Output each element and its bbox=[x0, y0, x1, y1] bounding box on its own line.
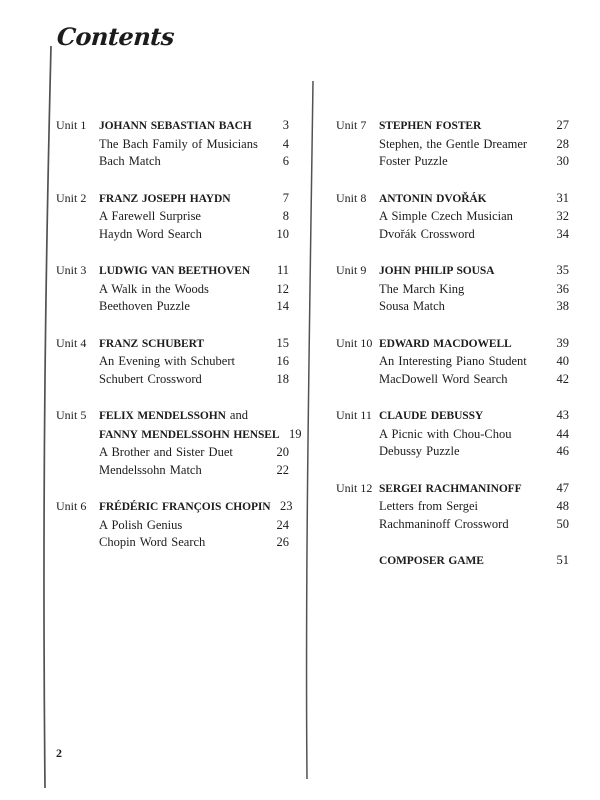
page-number-ref: 4 bbox=[282, 136, 289, 151]
unit-number-label: Unit 5 bbox=[56, 408, 87, 422]
page-number-ref: 10 bbox=[276, 226, 289, 241]
toc-unit-block bbox=[336, 552, 569, 571]
unit-heading-text bbox=[379, 190, 547, 209]
toc-item-row bbox=[56, 517, 289, 535]
toc-item-row bbox=[56, 353, 289, 371]
toc-column-left bbox=[56, 117, 302, 571]
activity-title: A Brother and Sister Duet bbox=[99, 445, 233, 459]
toc-item-row bbox=[336, 443, 569, 461]
toc-item-row bbox=[336, 136, 569, 154]
activity-title: Mendelssohn Match bbox=[99, 462, 202, 477]
composer-name: STEPHEN FOSTER bbox=[379, 120, 482, 132]
activity-title: The March King bbox=[379, 281, 465, 296]
composer-name: LUDWIG VAN BEETHOVEN bbox=[99, 265, 251, 277]
activity-title: Letters from Sergei bbox=[379, 499, 478, 513]
composer-name: JOHN PHILIP SOUSA bbox=[379, 265, 495, 277]
toc-unit-block bbox=[56, 498, 293, 552]
toc-unit-block bbox=[336, 117, 569, 171]
page-number-ref: 51 bbox=[556, 553, 569, 567]
toc-item-row bbox=[56, 281, 289, 299]
activity-title: A Picnic with Chou-Chou bbox=[379, 426, 512, 441]
unit-heading-row bbox=[336, 190, 569, 209]
unit-heading-text bbox=[379, 480, 547, 499]
unit-heading-row bbox=[56, 262, 289, 281]
toc-item-row bbox=[56, 226, 289, 244]
page-number-ref: 18 bbox=[276, 371, 289, 386]
toc-unit-block bbox=[336, 480, 569, 534]
activity-title: Foster Puzzle bbox=[379, 154, 448, 168]
toc-item-row bbox=[56, 208, 289, 226]
unit-number-label: Unit 3 bbox=[56, 263, 87, 277]
unit-heading-text bbox=[99, 117, 267, 136]
composer-name: FANNY MENDELSSOHN HENSEL bbox=[99, 428, 280, 441]
activity-title: A Polish Genius bbox=[99, 517, 183, 532]
unit-heading-row bbox=[336, 117, 569, 136]
toc-item-row bbox=[56, 462, 289, 480]
page-number-ref: 34 bbox=[556, 226, 569, 241]
composer-name: JOHANN SEBASTIAN BACH bbox=[99, 120, 252, 132]
page-number-ref: 30 bbox=[556, 154, 569, 168]
page-number-ref: 26 bbox=[276, 535, 289, 549]
toc-unit-block bbox=[336, 407, 569, 461]
unit-heading-row bbox=[56, 190, 289, 209]
page-number-ref: 24 bbox=[276, 517, 289, 532]
page-number-ref: 38 bbox=[556, 299, 569, 313]
page-number-ref: 16 bbox=[276, 354, 289, 368]
unit-number-label: Unit 9 bbox=[336, 263, 367, 277]
page-number-ref: 44 bbox=[556, 426, 569, 441]
page-number-ref: 23 bbox=[279, 499, 293, 513]
toc-unit-block bbox=[56, 262, 289, 316]
page-number-ref: 46 bbox=[556, 444, 569, 458]
unit-heading-row bbox=[336, 262, 569, 281]
unit-heading-text bbox=[379, 335, 547, 354]
toc-item-row bbox=[56, 371, 289, 389]
toc-column-right bbox=[336, 117, 569, 590]
page-number-ref: 39 bbox=[556, 335, 569, 350]
toc-item-row bbox=[56, 153, 289, 171]
unit-number-label: Unit 7 bbox=[336, 118, 367, 132]
page-number-ref: 32 bbox=[556, 209, 569, 223]
page-number-ref: 42 bbox=[556, 371, 569, 386]
activity-title: The Bach Family of Musicians bbox=[99, 136, 258, 151]
unit-heading-text bbox=[379, 262, 547, 281]
unit-number-label: Unit 1 bbox=[56, 118, 87, 132]
activity-title: MacDowell Word Search bbox=[379, 371, 508, 386]
unit-number-label: Unit 10 bbox=[336, 335, 373, 350]
composer-name: ANTONIN DVOŘÁK bbox=[379, 192, 487, 205]
unit-number-label: Unit 11 bbox=[336, 408, 372, 422]
unit-number-label: Unit 12 bbox=[336, 480, 373, 495]
toc-unit-block bbox=[336, 262, 569, 316]
activity-title: Stephen, the Gentle Dreamer bbox=[379, 136, 528, 151]
page-gutter-line bbox=[44, 46, 51, 788]
activity-title: Haydn Word Search bbox=[99, 226, 202, 241]
toc-unit-block bbox=[336, 335, 569, 389]
footer-page-number: 2 bbox=[56, 746, 62, 760]
page-number-ref: 36 bbox=[556, 281, 569, 296]
toc-unit-block bbox=[336, 190, 569, 244]
toc-item-row bbox=[336, 226, 569, 244]
page-number-ref: 43 bbox=[556, 408, 569, 422]
toc-item-row bbox=[56, 444, 289, 462]
composer-name: SERGEI RACHMANINOFF bbox=[379, 482, 522, 495]
activity-title: A Simple Czech Musician bbox=[379, 209, 513, 223]
activity-title: An Interesting Piano Student bbox=[379, 354, 527, 368]
unit-heading-row bbox=[56, 426, 302, 445]
unit-heading-text bbox=[99, 498, 270, 517]
unit-heading-row bbox=[336, 335, 569, 354]
activity-title: An Evening with Schubert bbox=[99, 354, 235, 368]
toc-item-row bbox=[56, 136, 289, 154]
activity-title: Dvořák Crossword bbox=[379, 226, 475, 241]
toc-item-row bbox=[336, 298, 569, 316]
toc-item-row bbox=[56, 534, 289, 552]
composer-name: FRÉDÉRIC FRANÇOIS CHOPIN bbox=[99, 501, 271, 513]
page-number-ref: 3 bbox=[282, 118, 289, 132]
toc-item-row bbox=[336, 426, 569, 444]
toc-item-row bbox=[336, 281, 569, 299]
page-number-ref: 50 bbox=[556, 516, 569, 531]
unit-heading-text bbox=[379, 552, 547, 571]
unit-heading-text bbox=[99, 262, 267, 281]
page-title: Contents bbox=[55, 22, 175, 51]
unit-number-label: Unit 8 bbox=[336, 190, 367, 205]
activity-title: A Farewell Surprise bbox=[99, 209, 201, 223]
page-number-ref: 6 bbox=[282, 154, 289, 168]
unit-heading-row bbox=[56, 117, 289, 136]
activity-title: Schubert Crossword bbox=[99, 371, 202, 386]
activity-title: Sousa Match bbox=[379, 299, 445, 313]
page-number-ref: 8 bbox=[282, 209, 289, 223]
unit-heading-text bbox=[379, 407, 547, 426]
page-number-ref: 31 bbox=[556, 190, 569, 205]
activity-title: A Walk in the Woods bbox=[99, 281, 209, 296]
toc-unit-block bbox=[56, 335, 289, 389]
unit-number-label: Unit 6 bbox=[56, 499, 87, 513]
page-number-ref: 7 bbox=[282, 190, 289, 205]
toc-item-row bbox=[336, 353, 569, 371]
page-number-ref: 12 bbox=[276, 281, 289, 296]
toc-unit-block bbox=[56, 407, 302, 479]
page-number-ref: 15 bbox=[276, 335, 289, 350]
unit-heading-row bbox=[336, 552, 569, 571]
toc-item-row bbox=[336, 498, 569, 516]
activity-title: Rachmaninoff Crossword bbox=[379, 516, 509, 531]
page-number-ref: 35 bbox=[556, 263, 569, 277]
unit-heading-text bbox=[99, 335, 267, 354]
toc-item-row bbox=[56, 298, 289, 316]
unit-heading-row bbox=[56, 407, 289, 426]
heading-connector-text: and bbox=[225, 408, 248, 422]
toc-item-row bbox=[336, 516, 569, 534]
page-number-ref: 19 bbox=[288, 426, 302, 441]
page-number-ref: 22 bbox=[276, 462, 289, 477]
activity-title: Chopin Word Search bbox=[99, 535, 206, 549]
unit-number-label: Unit 4 bbox=[56, 335, 87, 350]
activity-title: Bach Match bbox=[99, 154, 161, 168]
composer-name: CLAUDE DEBUSSY bbox=[379, 410, 484, 422]
unit-heading-row bbox=[56, 335, 289, 354]
composer-name: EDWARD MACDOWELL bbox=[379, 337, 512, 350]
composer-name: COMPOSER GAME bbox=[379, 555, 484, 567]
toc-unit-block bbox=[56, 190, 289, 244]
activity-title: Debussy Puzzle bbox=[379, 444, 460, 458]
page-number-ref: 14 bbox=[276, 299, 289, 313]
composer-name: FRANZ SCHUBERT bbox=[99, 337, 204, 350]
unit-heading-text bbox=[379, 117, 547, 136]
page-number-ref: 27 bbox=[556, 118, 569, 132]
page-number-ref: 47 bbox=[556, 480, 569, 495]
unit-heading-text bbox=[99, 426, 279, 445]
page-number-ref: 28 bbox=[556, 136, 569, 151]
page-number-ref: 20 bbox=[276, 445, 289, 459]
activity-title: Beethoven Puzzle bbox=[99, 299, 190, 313]
unit-number-label: Unit 2 bbox=[56, 190, 87, 205]
page-number-ref: 48 bbox=[556, 499, 569, 513]
toc-item-row bbox=[336, 371, 569, 389]
toc-item-row bbox=[336, 208, 569, 226]
unit-heading-text bbox=[99, 190, 267, 209]
unit-heading-row bbox=[56, 498, 293, 517]
unit-heading-text bbox=[99, 407, 267, 426]
column-divider-line bbox=[307, 81, 313, 779]
page-number-ref: 40 bbox=[556, 354, 569, 368]
page-number-ref: 11 bbox=[276, 263, 289, 277]
composer-name: FRANZ JOSEPH HAYDN bbox=[99, 192, 231, 205]
unit-heading-row bbox=[336, 407, 569, 426]
composer-name: FELIX MENDELSSOHN bbox=[99, 410, 226, 422]
toc-item-row bbox=[336, 153, 569, 171]
toc-unit-block bbox=[56, 117, 289, 171]
unit-heading-row bbox=[336, 480, 569, 499]
